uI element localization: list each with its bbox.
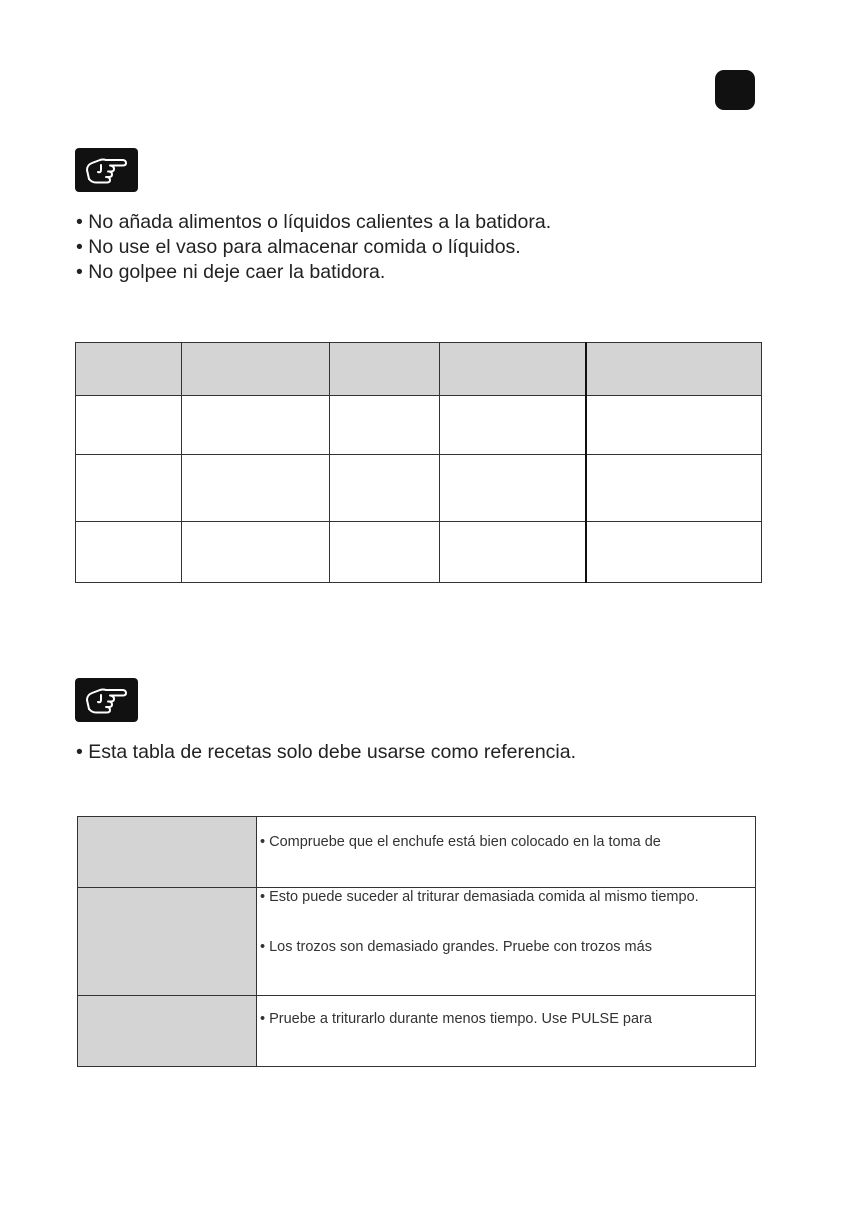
table-cell bbox=[440, 455, 586, 522]
solution-cell bbox=[257, 996, 756, 1067]
table-header-cell bbox=[440, 343, 586, 396]
problem-cell bbox=[78, 888, 257, 996]
pointing-hand-icon bbox=[75, 148, 138, 192]
table-cell bbox=[329, 455, 440, 522]
solution-cell bbox=[257, 888, 756, 996]
solution-cell bbox=[257, 817, 756, 888]
warning-list bbox=[76, 210, 551, 285]
table-cell bbox=[181, 396, 329, 455]
table-cell bbox=[76, 455, 182, 522]
solution-line: • Pruebe a triturarlo durante menos tiempo. Use PULSE para bbox=[260, 1011, 652, 1027]
table-header-cell bbox=[181, 343, 329, 396]
table-cell bbox=[440, 522, 586, 583]
warning-item: • No golpee ni deje caer la batidora. bbox=[76, 261, 386, 283]
table-cell bbox=[76, 396, 182, 455]
table-cell bbox=[440, 396, 586, 455]
problem-cell bbox=[78, 996, 257, 1067]
table-cell bbox=[329, 522, 440, 583]
table-cell bbox=[181, 522, 329, 583]
recipe-table bbox=[75, 342, 762, 583]
solution-line: • Esto puede suceder al triturar demasiada comida al mismo tiempo. bbox=[260, 889, 699, 905]
table-cell bbox=[586, 455, 762, 522]
solution-line: • Los trozos son demasiado grandes. Pruebe con trozos más bbox=[260, 939, 652, 955]
page-number-badge bbox=[715, 70, 755, 110]
table-cell bbox=[181, 455, 329, 522]
table-row bbox=[78, 888, 756, 996]
problem-cell bbox=[78, 817, 257, 888]
table-cell bbox=[76, 522, 182, 583]
table-row bbox=[78, 817, 756, 888]
table-row bbox=[76, 522, 762, 583]
table-row bbox=[76, 396, 762, 455]
troubleshooting-table bbox=[77, 816, 756, 1067]
warning-item: • No use el vaso para almacenar comida o líquidos. bbox=[76, 236, 521, 258]
pointing-hand-icon bbox=[75, 678, 138, 722]
table-cell bbox=[586, 396, 762, 455]
table-header-cell bbox=[329, 343, 440, 396]
solution-line: • Compruebe que el enchufe está bien colocado en la toma de bbox=[260, 834, 661, 850]
recipe-note-item: • Esta tabla de recetas solo debe usarse como referencia. bbox=[76, 741, 577, 763]
table-header-row bbox=[76, 343, 762, 396]
warning-item: • No añada alimentos o líquidos calientes a la batidora. bbox=[76, 211, 552, 233]
table-row bbox=[76, 455, 762, 522]
table-header-cell bbox=[586, 343, 762, 396]
table-row bbox=[78, 996, 756, 1067]
recipe-note-list bbox=[76, 740, 576, 765]
table-cell bbox=[329, 396, 440, 455]
table-cell bbox=[586, 522, 762, 583]
table-header-cell bbox=[76, 343, 182, 396]
